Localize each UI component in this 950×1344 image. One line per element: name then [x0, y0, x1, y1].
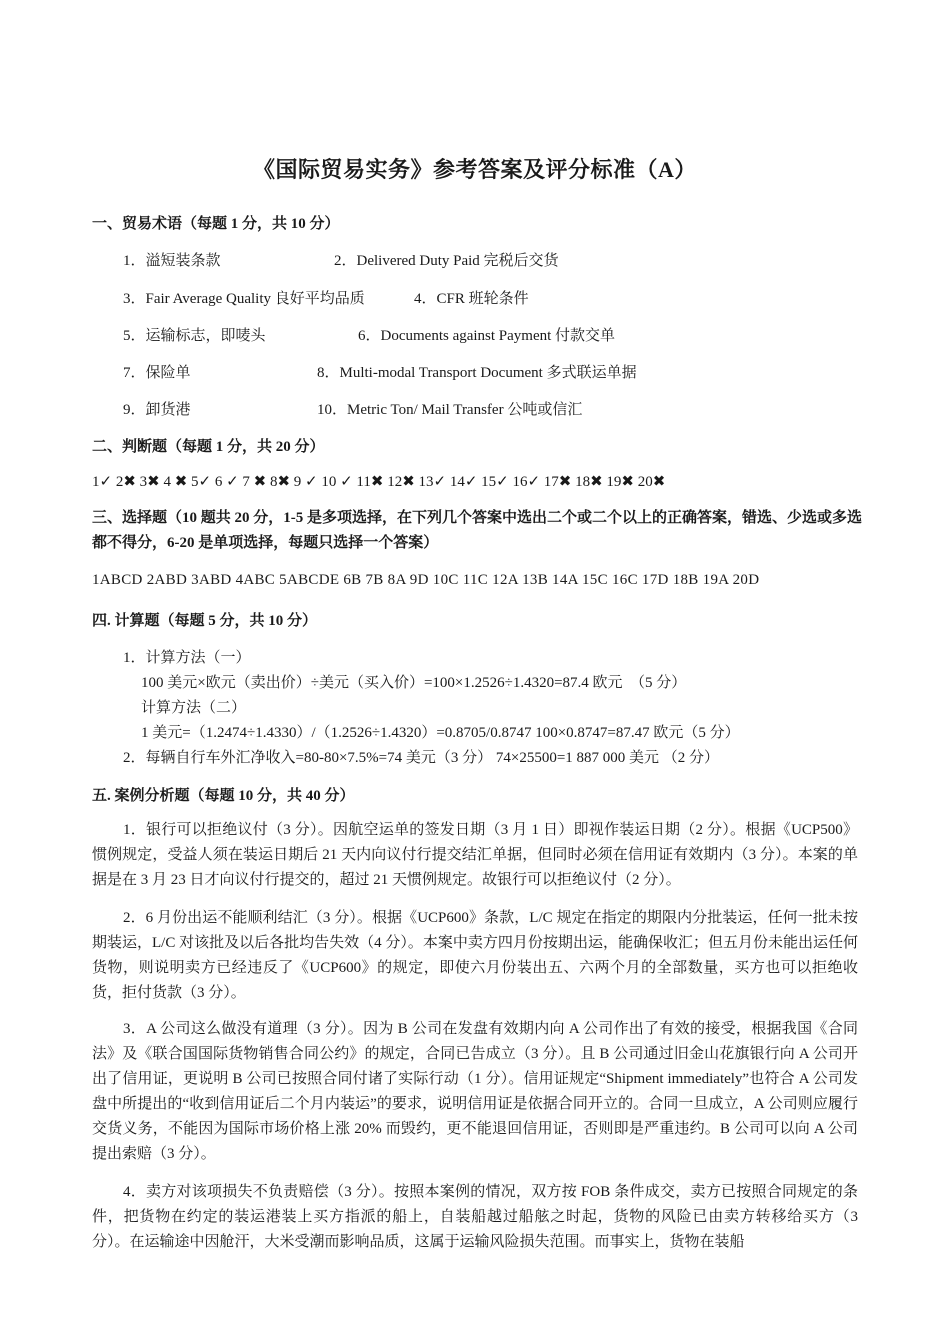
- term-item-3: 3．Fair Average Quality 良好平均品质: [123, 291, 365, 307]
- section-3-heading: 三、选择题（10 题共 20 分，1-5 是多项选择，在下列几个答案中选出二个或二个以上的正确答案，错选、少选或多选都不得分，6-20 是单项选择，每题只选择一个答案）: [92, 510, 863, 551]
- case-analysis-4: 4．卖方对该项损失不负责赔偿（3 分）。按照本案例的情况，双方按 FOB 条件成交，卖方已按照合同规定的条件，把货物在约定的装运港装上买方指派的船上，自装船越过船舷之时起，货物的风险已由卖方转移给买方（3 分）。在运输途中因舱汗，大米受潮而影响品质，这属于运输风险损失范围。而事实上，货物在装船: [92, 1184, 858, 1250]
- term-item-6: 6．Documents against Payment 付款交单: [358, 328, 616, 344]
- term-item-9: 9．卸货港: [123, 402, 191, 418]
- section-2-heading: 二、判断题（每题 1 分，共 20 分）: [92, 439, 325, 455]
- section-5-heading: 五. 案例分析题（每题 10 分，共 40 分）: [92, 788, 355, 804]
- calc-method-2-label: 计算方法（二）: [141, 700, 247, 716]
- case-analysis-3: 3．A 公司这么做没有道理（3 分）。因为 B 公司在发盘有效期内向 A 公司作出了有效的接受，根据我国《合同法》及《联合国国际货物销售合同公约》的规定，合同已告成立（3 分）。且 B 公司通过旧金山花旗银行向 A 公司开出了信用证，更说明 B 公司已按照合同付诸了实际行动（1 分）。信用证规定“Shipment immediately”也符合 A 公司发盘中所提出的“收到信用证后二个月内装运”的要求，说明信用证是依据合同开立的。合同一旦成立，A 公司则应履行交货义务，不能因为国际市场价格上涨 20% 而毁约，更不能退回信用证，否则即是严重违约。B 公司可以向 A 公司提出索赔（3 分）。: [92, 1021, 858, 1162]
- term-item-4: 4．CFR 班轮条件: [414, 291, 529, 307]
- calc-method-2-formula: 1 美元=（1.2474÷1.4330）/（1.2526÷1.4320）=0.8705/0.8747 100×0.8747=87.47 欧元（5 分）: [141, 725, 740, 741]
- choice-answers: 1ABCD 2ABD 3ABD 4ABC 5ABCDE 6B 7B 8A 9D 10C 11C 12A 13B 14A 15C 16C 17D 18B 19A 20D: [92, 572, 760, 588]
- section-4-heading: 四. 计算题（每题 5 分，共 10 分）: [92, 613, 318, 629]
- page-title: 《国际贸易实务》参考答案及评分标准（A）: [253, 157, 697, 182]
- calc-question-2: 2．每辆自行车外汇净收入=80-80×7.5%=74 美元（3 分） 74×25500=1 887 000 美元 （2 分）: [123, 750, 720, 766]
- term-item-7: 7．保险单: [123, 365, 191, 381]
- term-item-2: 2．Delivered Duty Paid 完税后交货: [334, 253, 559, 269]
- term-item-8: 8．Multi-modal Transport Document 多式联运单据: [317, 365, 637, 381]
- case-analysis-1: 1．银行可以拒绝议付（3 分）。因航空运单的签发日期（3 月 1 日）即视作装运日期（2 分）。根据《UCP500》惯例规定，受益人须在装运日期后 21 天内向议付行提交结汇单据，但同时必须在信用证有效期内（3 分）。本案的单据是在 3 月 23 日才向议付行提交的，超过 21 天惯例规定。故银行可以拒绝议付（2 分）。: [92, 822, 858, 888]
- section-1-heading: 一、贸易术语（每题 1 分，共 10 分）: [92, 216, 340, 232]
- term-item-5: 5．运输标志，即唛头: [123, 328, 266, 344]
- judgment-answers: 1✓ 2✖ 3✖ 4 ✖ 5✓ 6 ✓ 7 ✖ 8✖ 9 ✓ 10 ✓ 11✖ 12✖ 13✓ 14✓ 15✓ 16✓ 17✖ 18✖ 19✖ 20✖: [92, 474, 666, 490]
- case-analysis-2: 2．6 月份出运不能顺利结汇（3 分）。根据《UCP600》条款，L/C 规定在指定的期限内分批装运，任何一批未按期装运，L/C 对该批及以后各批均告失效（4 分）。本案中卖方四月份按期出运，能确保收汇；但五月份未能出运任何货物，则说明卖方已经违反了《UCP600》的规定，即使六月份装出五、六两个月的全部数量，买方也可以拒绝收货，拒付货款（3 分）。: [92, 910, 858, 1001]
- term-item-1: 1．溢短装条款: [123, 253, 221, 269]
- term-item-10: 10．Metric Ton/ Mail Transfer 公吨或信汇: [317, 402, 583, 418]
- calc-method-1-label: 1．计算方法（一）: [123, 650, 251, 666]
- calc-method-1-formula: 100 美元×欧元（卖出价）÷美元（买入价）=100×1.2526÷1.4320=87.4 欧元 （5 分）: [141, 675, 687, 691]
